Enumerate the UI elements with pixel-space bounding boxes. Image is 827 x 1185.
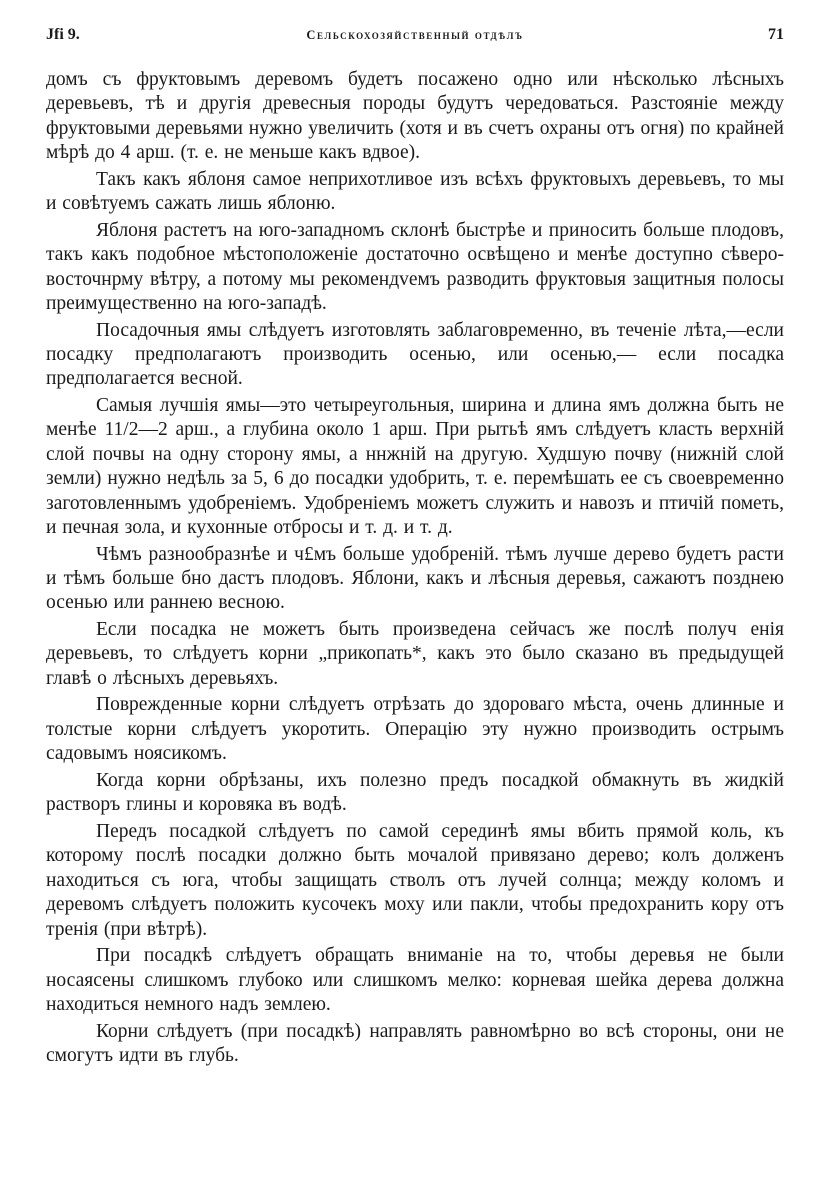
page-number: 71 [768,26,784,43]
paragraph-11: При посадкѣ слѣдуетъ обращать вниманіе на то, чтобы деревья не были носаясены слишкомъ глубоко или слишкомъ мелко: корневая шейка дерева должна находиться немного надъ землею. [46,945,784,1015]
paragraph-10: Передъ посадкой слѣдуетъ по самой серединѣ ямы вбить прямой коль, къ которому послѣ посадки должно быть мочалой привязано дерево; колъ долженъ находиться съ юга, чтобы защищать стволъ отъ лучей солнца; между коломъ и деревомъ слѣдуетъ положить кусочекъ моху или пакли, чтобы предохранить кору отъ тренія (при вѣтрѣ). [46,820,784,940]
paragraph-5: Самыя лучшія ямы—это четыреугольныя, ширина и длина ямъ должна быть не менѣе 11/2—2 арш., а глубина около 1 арш. При рытьѣ ямъ слѣдуетъ класть верхній слой почвы на одну сторону ямы, а ннжній на другую. Худшую почву (нижній слой земли) нужно недѣль за 5, 6 до посадки удобрить, т. е. перемѣшать ее съ своевременно заготовленнымъ удобреніемъ. Удобреніемъ можетъ служить и навозъ и птичій пометь, и печная зола, и кухонные отбросы и т. д. и т. д. [46,395,784,539]
section-title: Сельскохозяйственный отдѣлъ [306,28,524,42]
running-header [46,18,784,48]
paragraph-1: домъ съ фруктовымъ деревомъ будетъ посажено одно или нѣсколько лѣсныхъ деревьевъ, тѣ и другія древесныя породы будутъ чередоваться. Разстояніе между фруктовыми деревьями нужно увеличить (хотя и въ счетъ охраны отъ огня) по крайней мѣрѣ до 4 арш. (т. е. не меньше какъ вдвое). [46,69,784,164]
page [46,18,784,1071]
paragraph-9: Когда корни обрѣзаны, ихъ полезно предъ посадкой обмакнуть въ жидкій растворъ глины и коровяка въ водѣ. [46,769,784,816]
paragraph-4: Посадочныя ямы слѣдуетъ изготовлять заблаговременно, въ теченіе лѣта,—если посадку предполагаютъ производить осенью, или осенью,— если посадка предполагается весной. [46,319,784,390]
paragraph-2: Такъ какъ яблоня самое неприхотливое изъ всѣхъ фруктовыхъ деревьевъ, то мы и совѣтуемъ сажать лишь яблоню. [46,168,784,215]
paragraph-3: Яблоня растетъ на юго-западномъ склонѣ быстрѣе и приносить больше плодовъ, такъ какъ подобное мѣстоположеніе достаточно освѣщено и менѣе доступно сѣверо-восточнрму вѣтру, а потому мы рекомендvемъ разводить фруктовыя защитныя полосы преимущественно на юго-западѣ. [46,219,784,315]
paragraph-12: Корни слѣдуетъ (при посадкѣ) направлять равномѣрно во всѣ стороны, они не смогутъ идти въ глубь. [46,1020,784,1066]
issue-number: Jfi 9. [46,26,80,43]
paragraph-6: Чѣмъ разнообразнѣе и ч£мъ больше удобреній. тѣмъ лучше дерево будетъ расти и тѣмъ больше бно дастъ плодовъ. Яблони, какъ и лѣсныя деревья, сажаютъ позднею осенью или раннею весною. [46,543,784,614]
body-text [46,68,784,1068]
paragraph-7: Если посадка не можетъ быть произведена сейчасъ же послѣ получ енія деревьевъ, то слѣдуетъ корни „прикопать*, какъ это было сказано въ предыдущей главѣ о лѣсныхъ деревьяхъ. [46,619,784,689]
paragraph-8: Поврежденные корни слѣдуетъ отрѣзать до здороваго мѣста, очень длинные и толстые корни слѣдуетъ укоротить. Операцію эту нужно производить острымъ садовымъ ноясикомъ. [46,694,784,765]
